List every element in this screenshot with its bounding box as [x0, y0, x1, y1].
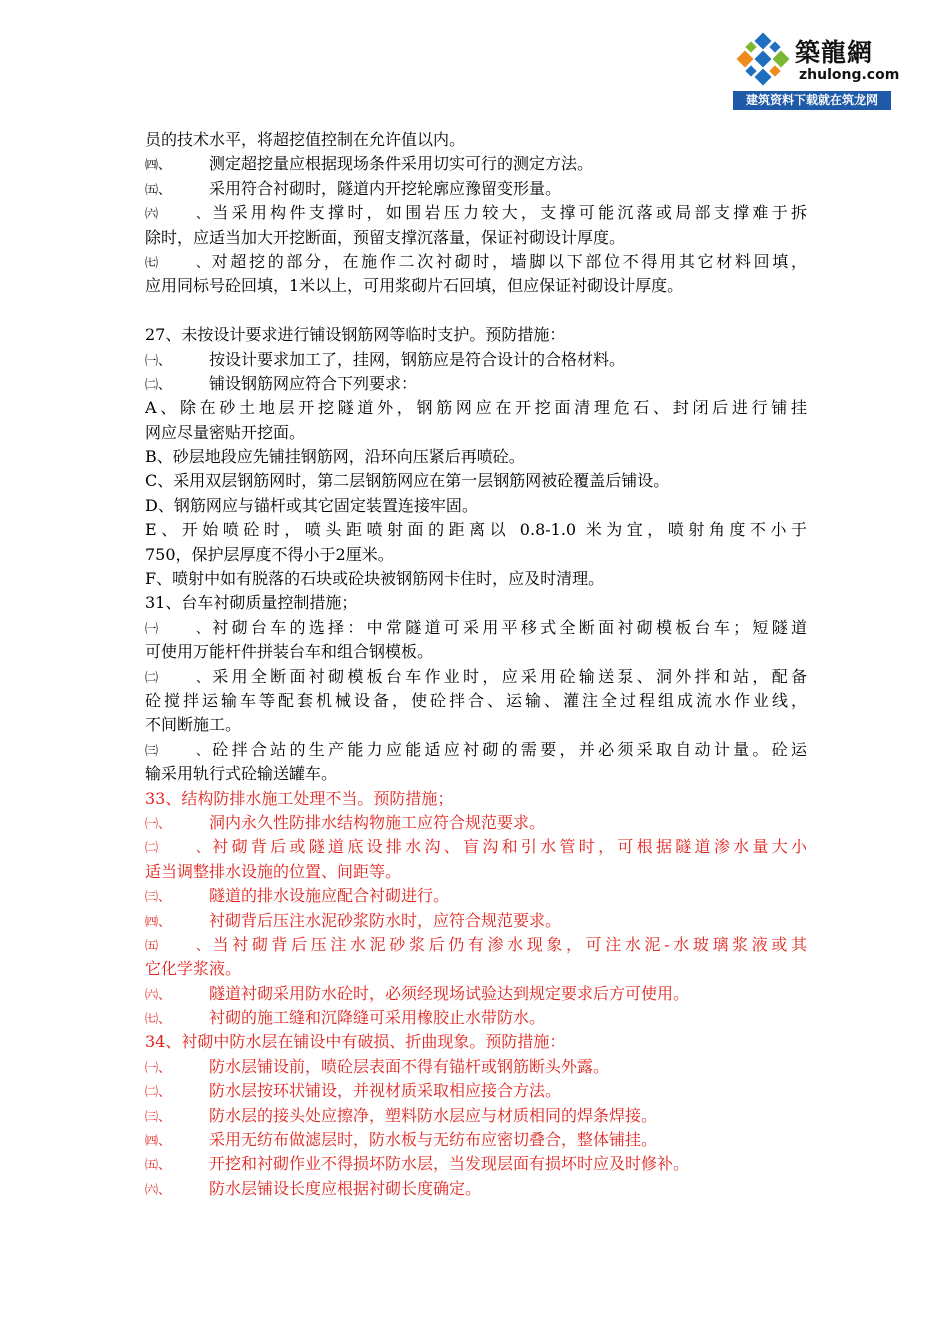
item-number-label: ㈠、	[145, 816, 172, 832]
line-text: 衬砌台车的选择：中常隧道可采用平移式全断面衬砌模板台车；短隧道	[209, 617, 807, 637]
logo-slogan: 建筑资料下载就在筑龙网	[733, 91, 891, 110]
text-line	[145, 909, 807, 933]
line-text: 隧道的排水设施应配合衬砌进行。	[209, 886, 450, 906]
line-text: 按设计要求加工了，挂网，钢筋应是符合设计的合格材料。	[209, 349, 626, 369]
line-text: 34、衬砌中防水层在铺设中有破损、折曲现象。预防措施：	[145, 1032, 566, 1052]
item-number-label: ㈠、	[145, 621, 209, 637]
line-text: 员的技术水平，将超挖值控制在允许值以内。	[145, 130, 466, 149]
text-line	[145, 494, 807, 518]
item-number-label: ㈡、	[145, 841, 209, 857]
line-text: B、砂层地段应先铺挂钢筋网，沿环向压紧后再喷砼。	[145, 447, 525, 467]
text-line	[145, 274, 807, 298]
text-line	[145, 1079, 807, 1103]
line-text: 750，保护层厚度不得小于2厘米。	[145, 544, 394, 564]
item-number-label: ㈦、	[145, 1012, 172, 1028]
text-line	[145, 1030, 807, 1054]
text-line	[145, 860, 807, 884]
text-line	[145, 616, 807, 640]
line-text: 采用无纺布做滤层时，防水板与无纺布应密切叠合，整体铺挂。	[209, 1130, 658, 1150]
logo-url: zhulong.com	[799, 67, 900, 83]
logo-brand: 築龍網	[795, 38, 874, 67]
text-line	[145, 884, 807, 908]
text-line	[145, 665, 807, 689]
text-line	[145, 445, 807, 469]
text-line	[145, 738, 807, 762]
line-text: F、喷射中如有脱落的石块或砼块被钢筋网卡住时，应及时清理。	[145, 569, 605, 589]
text-line	[145, 421, 807, 445]
text-line	[145, 469, 807, 493]
line-text: 防水层按环状铺设，并视材质采取相应接合方法。	[209, 1081, 562, 1101]
item-number-label: ㈢、	[145, 743, 209, 759]
line-text: 砼搅拌运输车等配套机械设备，使砼拌合、运输、灌注全过程组成流水作业线，	[145, 690, 807, 710]
line-text: A、除在砂土地层开挖隧道外，钢筋网应在开挖面清理危石、封闭后进行铺挂	[145, 398, 807, 418]
line-text: 防水层铺设长度应根据衬砌长度确定。	[209, 1178, 482, 1198]
text-line	[145, 1128, 807, 1152]
line-text: 开挖和衬砌作业不得损坏防水层，当发现层面有损坏时应及时修补。	[209, 1154, 690, 1174]
text-line	[145, 982, 807, 1006]
line-text: 31、台车衬砌质量控制措施；	[145, 593, 358, 613]
line-text: 采用全断面衬砌模板台车作业时，应采用砼输送泵、洞外拌和站，配备	[209, 666, 807, 686]
item-number-label: ㈠、	[145, 1060, 172, 1076]
line-text: 除时，应适当加大开挖断面，预留支撑沉落量，保证衬砌设计厚度。	[145, 227, 626, 247]
line-text: 衬砌背后或隧道底设排水沟、盲沟和引水管时，可根据隧道渗水量大小	[209, 837, 807, 857]
text-line	[145, 811, 807, 835]
text-line	[145, 591, 807, 615]
text-line	[145, 1104, 807, 1128]
item-number-label: ㈣、	[145, 1134, 172, 1150]
text-line	[145, 1152, 807, 1176]
text-line	[145, 787, 807, 811]
zhulong-logo	[733, 27, 900, 110]
item-number-label: ㈠、	[145, 353, 172, 369]
line-text: 当衬砌背后压注水泥砂浆后仍有渗水现象，可注水泥-水玻璃浆液或其	[209, 934, 807, 954]
item-number-label: ㈢、	[145, 890, 172, 906]
item-number-label: ㈡、	[145, 1085, 172, 1101]
text-line	[145, 152, 807, 176]
line-text: 铺设钢筋网应符合下列要求：	[209, 373, 418, 393]
line-text: 防水层的接头处应擦净，塑料防水层应与材质相同的焊条焊接。	[209, 1105, 658, 1125]
text-line	[145, 957, 807, 981]
item-number-label: ㈥、	[145, 1182, 172, 1198]
line-text: 衬砌的施工缝和沉降缝可采用橡胶止水带防水。	[209, 1008, 546, 1028]
item-number-label: ㈣、	[145, 914, 172, 930]
item-number-label: ㈤、	[145, 1158, 172, 1174]
line-text: 它化学浆液。	[145, 959, 242, 979]
text-line	[145, 933, 807, 957]
text-line	[145, 543, 807, 567]
text-line	[145, 201, 807, 225]
item-number-label: ㈤、	[145, 938, 209, 954]
line-text: E、开始喷砼时，喷头距喷射面的距离以 0.8-1.0 米为宜，喷射角度不小于	[145, 520, 807, 540]
item-number-label: ㈥、	[145, 987, 172, 1003]
text-line	[145, 640, 807, 664]
line-text: C、采用双层钢筋网时，第二层钢筋网应在第一层钢筋网被砼覆盖后铺设。	[145, 471, 670, 491]
text-line	[145, 323, 807, 347]
text-line	[145, 1055, 807, 1079]
line-text: 衬砌背后压注水泥砂浆防水时，应符合规范要求。	[209, 910, 562, 930]
line-text: 采用符合衬砌时，隧道内开挖轮廓应豫留变形量。	[209, 178, 562, 198]
line-text: 27、未按设计要求进行铺设钢筋网等临时支护。预防措施：	[145, 325, 566, 345]
item-number-label: ㈦、	[145, 255, 209, 271]
text-line	[145, 762, 807, 786]
document-body	[145, 128, 807, 1201]
text-line	[145, 177, 807, 201]
item-number-label: ㈥、	[145, 207, 209, 223]
line-text: 隧道衬砌采用防水砼时，必须经现场试验达到规定要求后方可使用。	[209, 983, 690, 1003]
item-number-label: ㈢、	[145, 1109, 172, 1125]
line-text: 对超挖的部分，在施作二次衬砌时，墙脚以下部位不得用其它材料回填，	[209, 251, 807, 271]
text-line	[145, 226, 807, 250]
text-line	[145, 567, 807, 591]
line-text: 输采用轨行式砼输送罐车。	[145, 764, 338, 784]
text-line	[145, 1177, 807, 1201]
line-text: 不间断施工。	[145, 715, 242, 735]
text-line	[145, 689, 807, 713]
text-line	[145, 396, 807, 420]
text-line	[145, 713, 807, 737]
line-text: D、钢筋网应与锚杆或其它固定装置连接牢固。	[145, 495, 478, 515]
text-line	[145, 1006, 807, 1030]
line-text: 防水层铺设前，喷砼层表面不得有锚杆或钢筋断头外露。	[209, 1056, 610, 1076]
item-number-label: ㈡、	[145, 670, 209, 686]
line-text: 可使用万能杆件拼装台车和组合钢模板。	[145, 642, 434, 662]
snowflake-logo-icon	[735, 31, 791, 87]
text-line	[145, 128, 807, 152]
item-number-label: ㈡、	[145, 377, 172, 393]
blank-line	[145, 299, 807, 323]
line-text: 适当调整排水设施的位置、间距等。	[145, 861, 402, 881]
line-text: 应用同标号砼回填，1米以上，可用浆砌片石回填，但应保证衬砌设计厚度。	[145, 276, 684, 296]
line-text: 当采用构件支撑时，如围岩压力较大，支撑可能沉落或局部支撑难于拆	[209, 203, 807, 223]
text-line	[145, 518, 807, 542]
logo-top	[733, 27, 900, 91]
item-number-label: ㈣、	[145, 158, 172, 174]
line-text: 砼拌合站的生产能力应能适应衬砌的需要，并必须采取自动计量。砼运	[209, 739, 807, 759]
line-text: 洞内永久性防排水结构物施工应符合规范要求。	[209, 812, 546, 832]
text-line	[145, 348, 807, 372]
item-number-label: ㈤、	[145, 182, 172, 198]
text-line	[145, 835, 807, 859]
text-line	[145, 250, 807, 274]
text-line	[145, 372, 807, 396]
line-text: 网应尽量密贴开挖面。	[145, 422, 306, 442]
line-text: 测定超挖量应根据现场条件采用切实可行的测定方法。	[209, 154, 594, 174]
line-text: 33、结构防排水施工处理不当。预防措施；	[145, 788, 454, 808]
